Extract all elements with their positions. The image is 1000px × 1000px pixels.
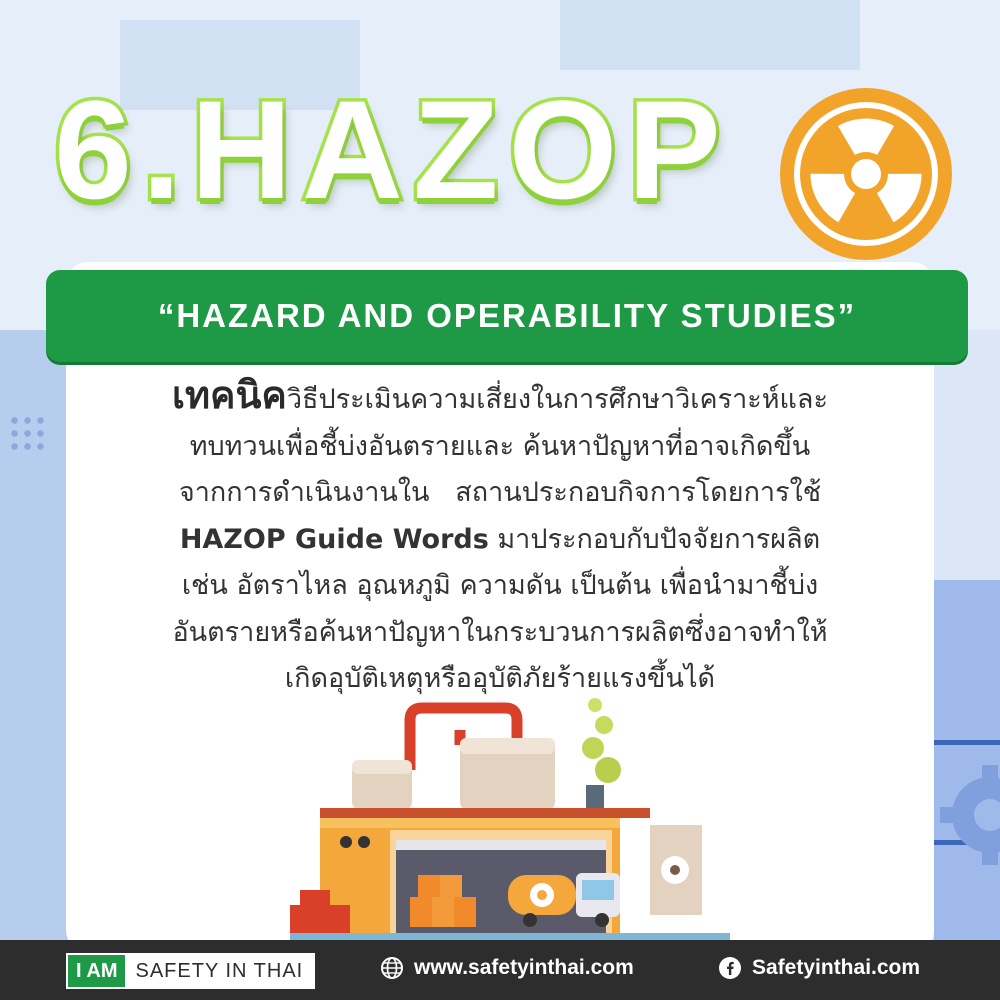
brand-prefix: I AM — [68, 955, 125, 987]
website-link[interactable] — [380, 956, 634, 980]
radiation-icon — [776, 84, 956, 264]
description-text: มาประกอบกับปัจจัยการผลิต — [488, 523, 821, 555]
bg-top-rect-2 — [560, 0, 860, 70]
footer — [0, 940, 1000, 1000]
description-line: เกิดอุบัติเหตุหรืออุบัติภัยร้ายแรงขึ้นได้ — [284, 663, 716, 694]
description-line — [96, 517, 904, 564]
page-title: 6.HAZOP — [54, 71, 731, 228]
subtitle-text: “HAZARD AND OPERABILITY STUDIES” — [157, 297, 857, 334]
description-line: อันตรายหรือค้นหาปัญหาในกระบวนการผลิตซึ่งอาจทำให้ — [172, 616, 828, 648]
globe-icon — [380, 956, 404, 980]
bg-stripe-right — [934, 740, 1000, 745]
description-text: วิธีประเมินความเสี่ยงในการศึกษาวิเคราะห์และ — [286, 384, 828, 415]
guide-words-term: HAZOP Guide Words — [179, 523, 489, 555]
brand-logo — [66, 953, 315, 989]
gear-icon — [930, 760, 1000, 870]
title-area — [40, 62, 780, 252]
brand-name: SAFETY IN THAI — [125, 955, 313, 987]
website-text: www.safetyinthai.com — [414, 956, 634, 979]
facebook-icon — [718, 956, 742, 980]
description — [96, 372, 904, 703]
subtitle-banner — [46, 270, 968, 362]
factory-illustration — [290, 690, 730, 945]
description-line: เช่น อัตราไหล อุณหภูมิ ความดัน เป็นต้น เพื่อนำมาชี้บ่ง — [181, 570, 819, 601]
description-lead: เทคนิค — [172, 373, 287, 417]
description-line: ทบทวนเพื่อชี้บ่งอันตรายและ ค้นหาปัญหาที่อาจเกิดขึ้น — [189, 430, 811, 462]
facebook-link[interactable] — [718, 956, 920, 980]
facebook-text: Safetyinthai.com — [752, 956, 921, 979]
bg-dots — [8, 414, 48, 454]
description-line — [96, 372, 904, 424]
description-line: จากการดำเนินงานใน สถานประกอบกิจการโดยการใช้ — [178, 477, 822, 508]
